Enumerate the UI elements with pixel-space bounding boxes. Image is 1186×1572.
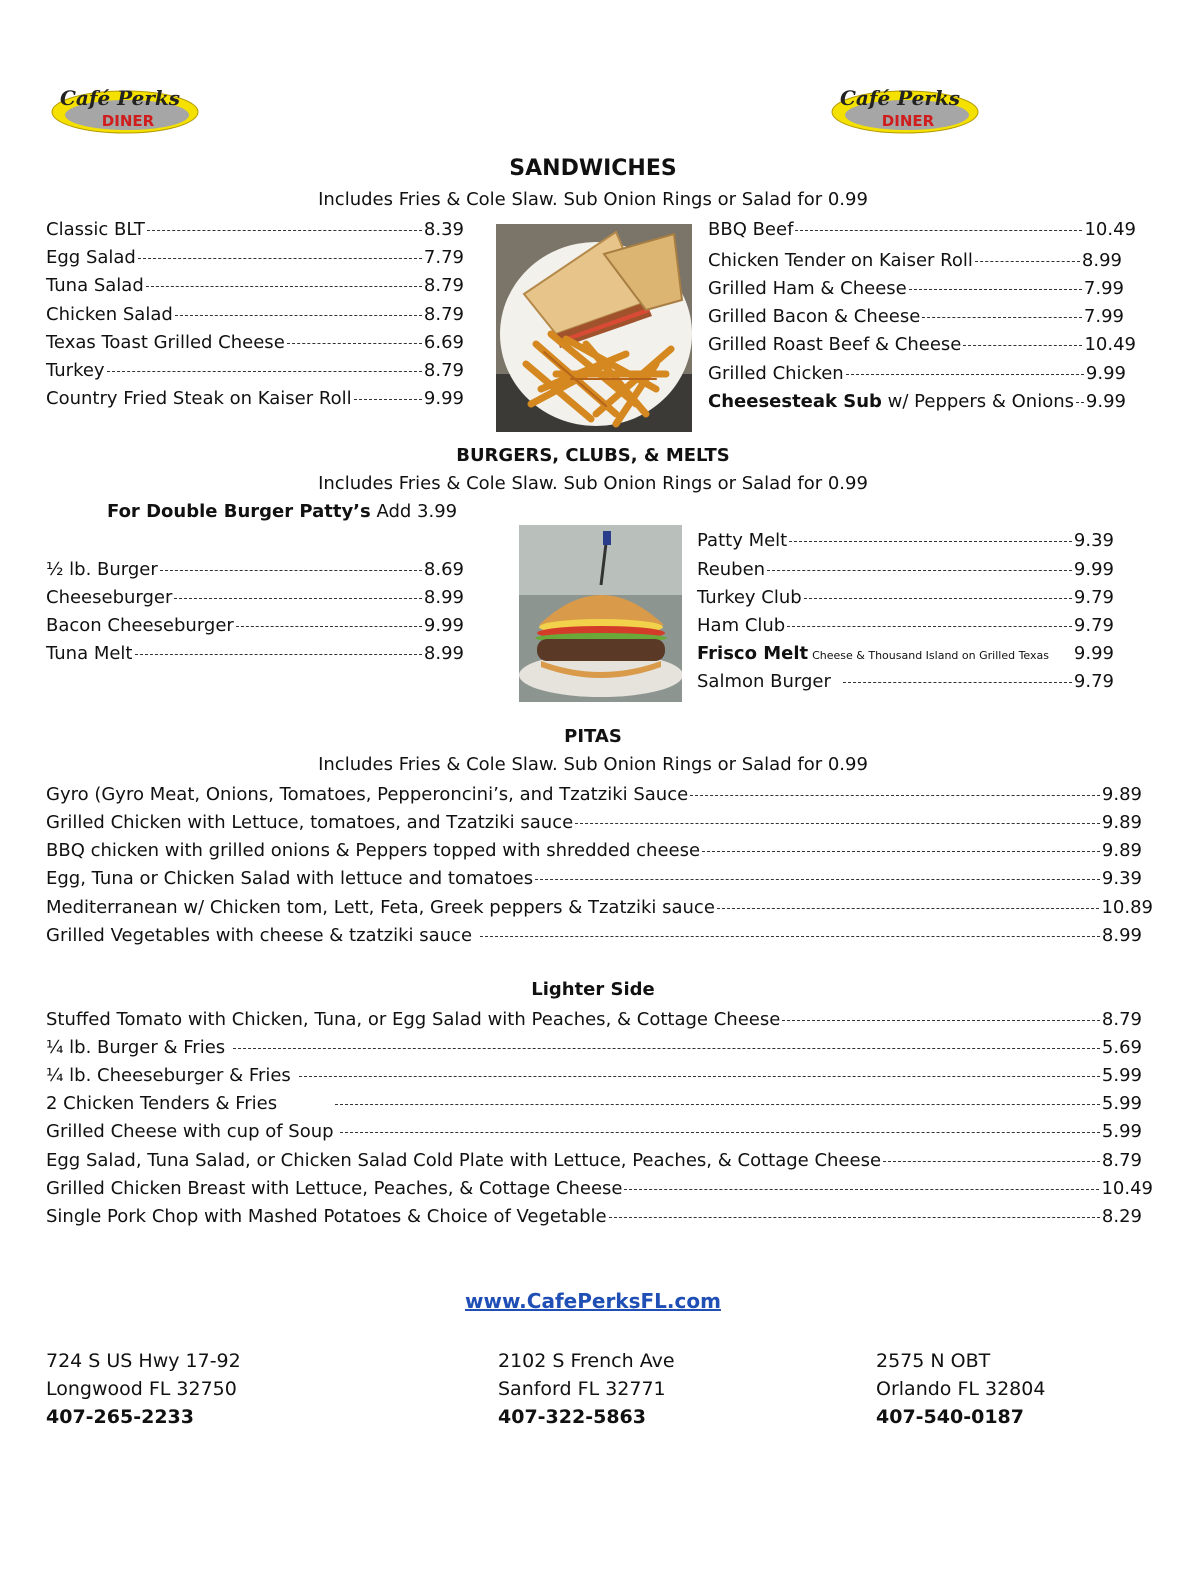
menu-item: Grilled Roast Beef & Cheese 10.49 [708, 334, 1136, 355]
menu-item: Grilled Vegetables with cheese & tzatziki sauce 8.99 [46, 925, 1142, 946]
menu-item: Grilled Chicken 9.99 [708, 363, 1126, 384]
cafe-perks-logo-left [50, 82, 200, 134]
menu-item: Egg Salad, Tuna Salad, or Chicken Salad Cold Plate with Lettuce, Peaches, & Cottage Cheese 8.79 [46, 1150, 1142, 1171]
menu-item: Patty Melt 9.39 [697, 530, 1114, 551]
menu-item: Grilled Bacon & Cheese 7.99 [708, 306, 1124, 327]
menu-item: Egg Salad 7.79 [46, 247, 464, 268]
burgers-title: BURGERS, CLUBS, & MELTS [456, 445, 730, 466]
location-phone: 407-540-0187 [876, 1406, 1024, 1428]
menu-item: Cheesesteak Sub w/ Peppers & Onions 9.99 [708, 391, 1126, 412]
menu-item: Chicken Salad 8.79 [46, 304, 464, 325]
pitas-note: Includes Fries & Cole Slaw. Sub Onion Rings or Salad for 0.99 [318, 754, 868, 775]
menu-item: Frisco Melt Cheese & Thousand Island on Grilled Texas 9.99 [697, 643, 1114, 664]
menu-item: ¼ lb. Cheeseburger & Fries 5.99 [46, 1065, 1142, 1086]
location-longwood [46, 1347, 241, 1431]
menu-item: Gyro (Gyro Meat, Onions, Tomatoes, Pepperoncini’s, and Tzatziki Sauce 9.89 [46, 784, 1142, 805]
menu-item: Tuna Melt 8.99 [46, 643, 464, 664]
menu-item: Salmon Burger 9.79 [697, 671, 1114, 692]
menu-item: Reuben 9.99 [697, 559, 1114, 580]
cafe-perks-logo-right [830, 82, 980, 134]
pitas-title: PITAS [564, 726, 622, 747]
menu-item: Stuffed Tomato with Chicken, Tuna, or Egg Salad with Peaches, & Cottage Cheese 8.79 [46, 1009, 1142, 1030]
menu-item: Country Fried Steak on Kaiser Roll 9.99 [46, 388, 464, 409]
location-street: 2102 S French Ave [498, 1350, 675, 1372]
website-link[interactable]: www.CafePerksFL.com [465, 1289, 721, 1313]
menu-item: Grilled Ham & Cheese 7.99 [708, 278, 1124, 299]
menu-item: Ham Club 9.79 [697, 615, 1114, 636]
sandwich-photo [496, 224, 692, 432]
location-orlando [876, 1347, 1045, 1431]
logo-top-text: Café Perks [839, 86, 961, 110]
logo-bottom-text: DINER [101, 112, 155, 130]
sandwiches-title: SANDWICHES [509, 156, 677, 181]
location-phone: 407-322-5863 [498, 1406, 646, 1428]
menu-item: Mediterranean w/ Chicken tom, Lett, Feta, Greek peppers & Tzatziki sauce 10.89 [46, 897, 1153, 918]
burger-photo [519, 525, 682, 702]
lighter-title: Lighter Side [531, 979, 655, 1000]
menu-item: Grilled Cheese with cup of Soup 5.99 [46, 1121, 1142, 1142]
sandwiches-note: Includes Fries & Cole Slaw. Sub Onion Rings or Salad for 0.99 [318, 189, 868, 210]
menu-item: BBQ Beef 10.49 [708, 219, 1136, 240]
menu-item: BBQ chicken with grilled onions & Peppers topped with shredded cheese 9.89 [46, 840, 1142, 861]
burgers-note: Includes Fries & Cole Slaw. Sub Onion Rings or Salad for 0.99 [318, 473, 868, 494]
menu-item: Single Pork Chop with Mashed Potatoes & Choice of Vegetable 8.29 [46, 1206, 1142, 1227]
menu-item: Cheeseburger 8.99 [46, 587, 464, 608]
location-street: 724 S US Hwy 17-92 [46, 1350, 241, 1372]
menu-item: Chicken Tender on Kaiser Roll 8.99 [708, 250, 1122, 271]
logo-bottom-text: DINER [881, 112, 935, 130]
location-sanford [498, 1347, 675, 1431]
menu-item: Turkey Club 9.79 [697, 587, 1114, 608]
website-wrap [0, 1289, 1186, 1313]
menu-item: ½ lb. Burger 8.69 [46, 559, 464, 580]
menu-item: Grilled Chicken Breast with Lettuce, Peaches, & Cottage Cheese 10.49 [46, 1178, 1153, 1199]
logo-top-text: Café Perks [59, 86, 181, 110]
location-city: Orlando FL 32804 [876, 1378, 1046, 1400]
location-phone: 407-265-2233 [46, 1406, 194, 1428]
menu-item: Turkey 8.79 [46, 360, 464, 381]
menu-item: ¼ lb. Burger & Fries 5.69 [46, 1037, 1142, 1058]
location-street: 2575 N OBT [876, 1350, 991, 1372]
menu-item: Grilled Chicken with Lettuce, tomatoes, and Tzatziki sauce 9.89 [46, 812, 1142, 833]
double-patty-note: For Double Burger Patty’s Add 3.99 [107, 501, 458, 522]
menu-item: Texas Toast Grilled Cheese 6.69 [46, 332, 464, 353]
menu-item: Egg, Tuna or Chicken Salad with lettuce and tomatoes 9.39 [46, 868, 1142, 889]
menu-item: Tuna Salad 8.79 [46, 275, 464, 296]
menu-item: Bacon Cheeseburger 9.99 [46, 615, 464, 636]
menu-item: Classic BLT 8.39 [46, 219, 464, 240]
menu-item: 2 Chicken Tenders & Fries 5.99 [46, 1093, 1142, 1114]
location-city: Longwood FL 32750 [46, 1378, 237, 1400]
location-city: Sanford FL 32771 [498, 1378, 666, 1400]
